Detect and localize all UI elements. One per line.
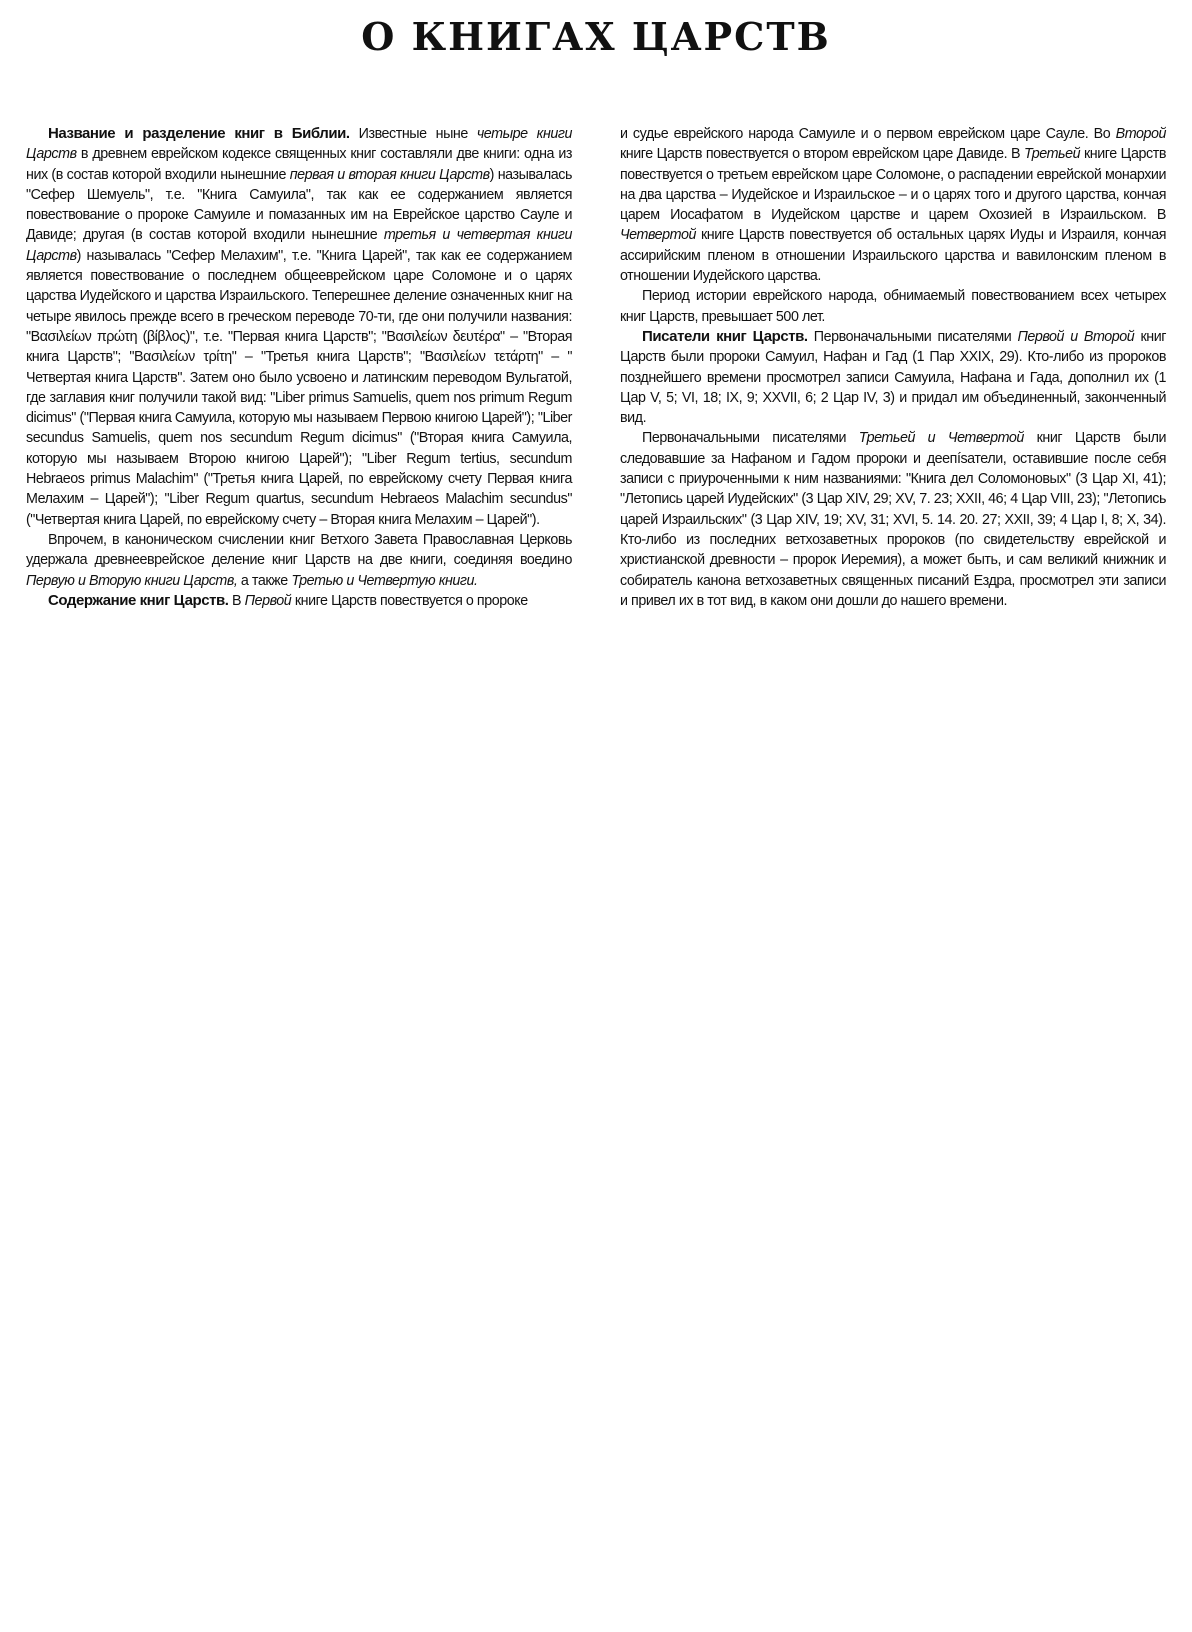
paragraph-writers-third-fourth: [620, 428, 1166, 611]
italic-text: Первой: [244, 592, 292, 609]
body-text: книге Царств повествуется о пророке: [291, 592, 528, 609]
italic-text: Третьей и Четвертой: [858, 430, 1024, 447]
body-text: в древнем еврейском кодексе священных книг составляли две книги: одна из них (в состав которой входили нынешние: [26, 146, 572, 183]
paragraph-history-period: [620, 286, 1166, 327]
section-heading: Название и разделение книг в Библии.: [48, 125, 350, 142]
italic-text: Третьей: [1023, 146, 1081, 163]
paragraph-name-and-division: [26, 124, 572, 530]
italic-text: первая и вторая книги Царств: [289, 166, 490, 183]
body-text: книг Царств были следовавшие за Нафаном и Гадом пророки и деепísатели, оставившие после себя записи с приуроченными к ним названиями: "Книга дел Соломоновых" (3 Цар XI, 41); "Летопись царей Иудейских" (3 Цар XIV, 29; XV, 7. 23; XXII, 46; 4 Цар VIII, 23); "Летопись царей Израильских" (3 Цар XIV, 19; XV, 31; XVI, 5. 14. 20. 27; XXII, 39; 4 Цар I, 8; X, 34). Кто-либо из последних ветхозаветных пророков (по свидетельству еврейской и христианской древности – пророк Иеремия), а может быть, и сам великий книжник и собиратель канона ветхозаветных священных писаний Ездра, просмотрел эти записи и привел их в тот вид, в каком они дошли до нашего времени.: [620, 430, 1166, 609]
body-text: Первоначальными писателями: [642, 430, 859, 447]
paragraph-contents-start: [26, 591, 572, 611]
left-column: [26, 124, 572, 611]
body-text: и судье еврейского народа Самуиле и о первом еврейском царе Сауле. Во: [620, 126, 1116, 142]
section-heading: Писатели книг Царств.: [642, 327, 808, 345]
right-column: [620, 124, 1166, 611]
body-text: Первоначальными писателями: [807, 328, 1018, 345]
body-text: а также: [237, 572, 292, 589]
italic-text: Второй: [1115, 126, 1166, 142]
page-title: О КНИГАХ ЦАРСТВ: [361, 14, 831, 59]
body-text: В: [228, 592, 245, 609]
italic-text: Первую и Вторую книги Царств,: [26, 572, 238, 589]
body-text: Впрочем, в каноническом счислении книг Ветхого Завета Православная Церковь удержала древнееврейское деление книг Царств на две книги, соединяя воедино: [26, 531, 572, 569]
italic-text: третья и четвертая книги Царств: [26, 227, 572, 264]
paragraph-contents-continued: [620, 124, 1166, 286]
text-columns: [26, 124, 1166, 611]
body-text: книг Царств были пророки Самуил, Нафан и Гад (1 Пар XXIX, 29). Кто-либо из пророков позднейшего времени просмотрел записи Самуила, Нафана и Гада, дополнил их (1 Цар V, 5; VI, 18; IX, 9; XXVII, 6; 2 Цар IV, 3) и придал им объединенный, законченный вид.: [620, 328, 1166, 427]
paragraph-canonical-count: [26, 530, 572, 591]
body-text: ) называлась "Сефер Шемуель", т.е. "Книга Самуила", так как ее содержанием является повествование о пророке Самуиле и помазанных им на Еврейское царство Сауле и Давиде; другая (в состав которой входили нынешние: [26, 166, 572, 244]
body-text: ) называлась "Сефер Мелахим", т.е. "Книга Царей", так как ее содержанием является повествование о последнем общееврейском царе Соломоне и о царях царства Иудейского и царства Израильского. Теперешнее деление означенных книг на четыре явилось прежде всего в греческом переводе 70-ти, где они получили названия: "Βασιλείων πρώτη (βίβλος)", т.е. "Первая книга Царств"; "Βασιλείων δευτέρα" – "Вторая книга Царств"; "Βασιλείων τρίτη" – "Третья книга Царств"; "Βασιλείων τετάρτη" – " Четвертая книга Царств". Затем оно было усвоено и латинским переводом Вульгатой, где заглавия книг получили такой вид: "Liber primus Samuelis, quem nos primum Regum dicimus" ("Первая книга Самуила, которую мы называем Первою книгою Царей"); "Liber secundus Samuelis, quem nos secundum Regum dicimus" ("Вторая книга Самуила, которую мы называем Второю книгою Царей"); "Liber Regum tertius, secundum Hebraeos primus Malachim" ("Третья книга Царей, по еврейскому счету Первая книга Мелахим – Царей"); "Liber Regum quartus, secundum Hebraeos Malachim secundus" ("Четвертая книга Царей, по еврейскому счету – Вторая книга Мелахим – Царей").: [26, 247, 572, 528]
italic-text: Первой и Второй: [1017, 328, 1135, 345]
body-text: Период истории еврейского народа, обнимаемый повествованием всех четырех книг Царств, превышает 500 лет.: [620, 288, 1166, 325]
body-text: книге Царств повествуется о третьем еврейском царе Соломоне, о распадении еврейской монархии на два царства – Иудейское и Израильское – и о царях того и другого царства, кончая царем Иосафатом в Иудейском царстве и царем Охозией в Израильском. В: [620, 146, 1166, 224]
italic-text: Третью и Четвертую книги.: [291, 572, 478, 589]
body-text: книге Царств повествуется об остальных царях Иуды и Израиля, кончая ассирийским пленом в отношении Израильского царства и вавилонским пленом в отношении Иудейского царства.: [620, 227, 1166, 285]
italic-text: четыре книги Царств: [26, 126, 572, 163]
section-heading: Содержание книг Царств.: [48, 591, 229, 609]
paragraph-writers-first-second: [620, 327, 1166, 428]
body-text: Известные ныне: [349, 126, 477, 142]
body-text: книге Царств повествуется о втором еврейском царе Давиде. В: [620, 146, 1024, 163]
italic-text: Четвертой: [620, 227, 696, 244]
